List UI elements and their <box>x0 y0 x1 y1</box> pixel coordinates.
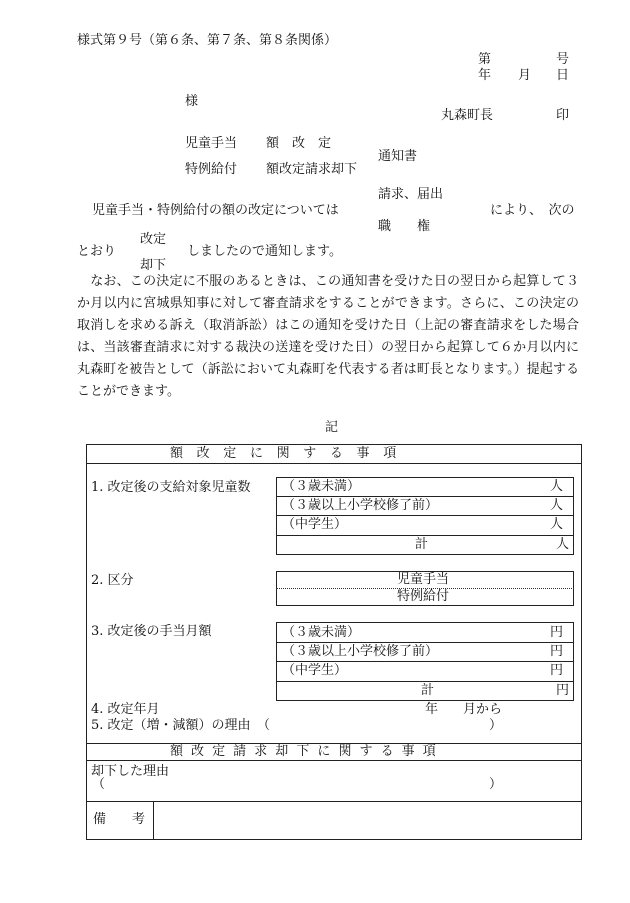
amount-total-unit: 円 <box>556 683 570 698</box>
sender: 丸森町長 <box>441 108 494 123</box>
remarks-label: 備 考 <box>93 812 146 827</box>
option-rejected: 却下 <box>140 258 167 273</box>
seal-mark: 印 <box>556 108 570 123</box>
divider <box>276 515 574 516</box>
reject-close: ） <box>489 777 503 792</box>
divider <box>86 760 582 761</box>
children-row-label: （３歳未満） <box>282 479 361 494</box>
divider <box>86 463 582 464</box>
row1-label: 1. 改定後の支給対象児童数 <box>91 480 251 495</box>
divider <box>276 535 574 536</box>
divider <box>276 496 574 497</box>
children-row-unit: 人 <box>550 498 564 513</box>
row5-label: 5. 改定（増・減額）の理由 （ <box>91 718 271 733</box>
divider <box>276 661 574 662</box>
children-row-label: （３歳以上小学校修了前） <box>282 498 439 513</box>
option-authority: 職 権 <box>378 219 431 234</box>
title-item-special-benefit: 特例給付 <box>185 162 238 177</box>
divider <box>276 681 574 682</box>
amount-row-label: （３歳未満） <box>282 625 361 640</box>
date-month: 月 <box>518 68 532 83</box>
title-option-revision: 額 改 定 <box>266 136 332 151</box>
reject-open: （ <box>92 777 106 792</box>
section1-header: 額改定に関する事項 <box>170 446 410 461</box>
amount-total-label: 計 <box>421 683 435 698</box>
row4-month-from: 月から <box>463 702 503 717</box>
amount-row-unit: 円 <box>550 663 564 678</box>
reject-label: 却下した理由 <box>91 764 170 779</box>
children-row-unit: 人 <box>550 517 564 532</box>
divider <box>153 801 154 840</box>
row4-label: 4. 改定年月 <box>91 702 160 717</box>
number-suffix: 号 <box>556 52 570 67</box>
children-total-unit: 人 <box>556 537 570 552</box>
option-revised: 改定 <box>140 232 167 247</box>
ki-mark: 記 <box>325 420 339 435</box>
amount-row-unit: 円 <box>550 644 564 659</box>
category-special-benefit: 特例給付 <box>397 589 450 604</box>
notice-paragraph: なお、この決定に不服のあるときは、この通知書を受けた日の翌日から起算して３か月以内に宮城県知事に対して審査請求をすることができます。さらに、この決定の取消しを求める訴え（取消訴訟）はこの通知を受けた日（上記の審査請求をした場合は、当該審査請求に対する裁決の送達を受けた日）の翌日から起算して６か月以内に丸森町を被告として（訴訟において丸森町を代表する者は町長となります。）提起することができます。 <box>77 274 579 399</box>
amount-row-label: （中学生） <box>282 663 348 678</box>
row5-close: ） <box>489 718 503 733</box>
body-line1-end: により、 次の <box>490 203 575 218</box>
body-line2-end: しましたので通知します。 <box>187 244 342 259</box>
row2-label: 2. 区分 <box>91 573 134 588</box>
amount-row-unit: 円 <box>550 625 564 640</box>
number-prefix: 第 <box>478 52 492 67</box>
row3-label: 3. 改定後の手当月額 <box>91 624 212 639</box>
option-request: 請求、届出 <box>378 187 444 202</box>
body-line1-start: 児童手当・特例給付の額の改定については <box>92 203 339 218</box>
date-day: 日 <box>556 68 570 83</box>
children-row-unit: 人 <box>550 479 564 494</box>
children-total-label: 計 <box>415 537 429 552</box>
divider <box>276 642 574 643</box>
date-year: 年 <box>478 68 492 83</box>
section2-header: 額改定請求却下に関する事項 <box>170 744 444 759</box>
addressee-suffix: 様 <box>185 94 199 109</box>
title-option-rejection: 額改定請求却下 <box>266 162 358 177</box>
body-line2-start: とおり <box>77 244 117 259</box>
children-row-label: （中学生） <box>282 517 348 532</box>
title-suffix: 通知書 <box>378 149 418 164</box>
divider <box>86 801 582 802</box>
form-label: 様式第９号（第６条、第７条、第８条関係） <box>77 33 338 48</box>
row4-year: 年 <box>425 702 439 717</box>
amount-row-label: （３歳以上小学校修了前） <box>282 644 439 659</box>
title-item-child-allowance: 児童手当 <box>185 136 238 151</box>
category-child-allowance: 児童手当 <box>397 572 450 587</box>
